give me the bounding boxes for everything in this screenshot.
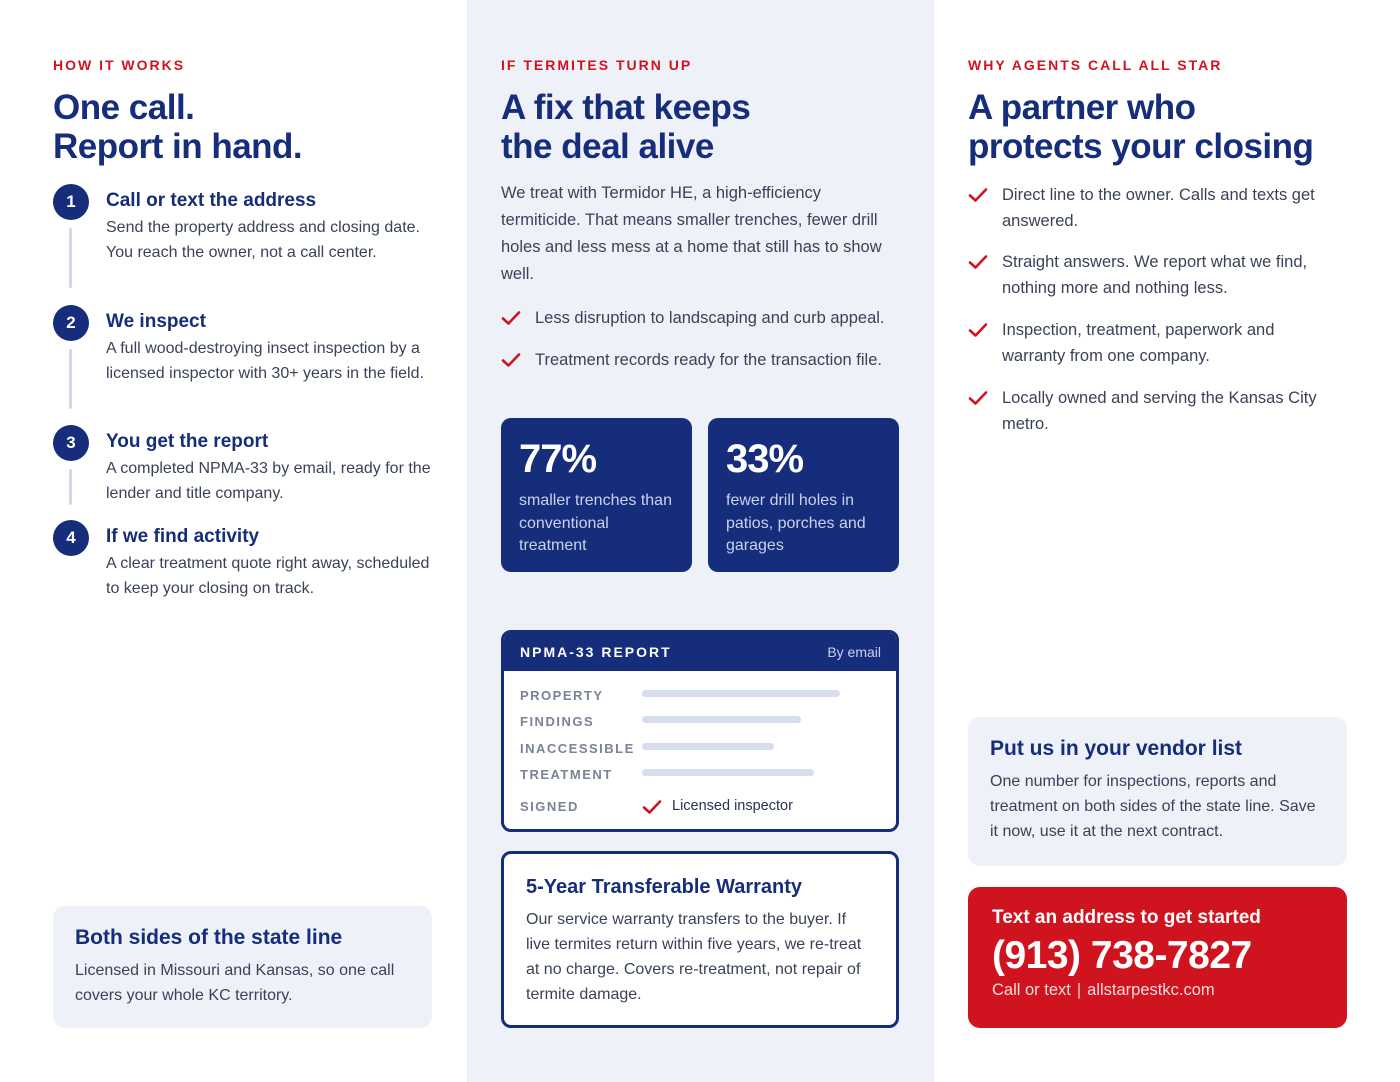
check-icon (968, 322, 988, 338)
check-icon (968, 187, 988, 203)
stat-value: 33% (726, 437, 804, 481)
warranty-desc: Our service warranty transfers to the buyer. If live termites return within five years, we re-treat at no charge. Covers re-treatment, not repair of termite damage. (526, 911, 862, 1003)
state-line-box (53, 906, 432, 1028)
report-placeholder-bar (642, 743, 774, 750)
report-row-label: INACCESSIBLE (520, 741, 635, 756)
website-link[interactable]: allstarpestkc.com (1087, 981, 1215, 999)
why-headline (968, 88, 1313, 166)
vendor-list-title: Put us in your vendor list (990, 737, 1243, 760)
check-text: Treatment records ready for the transaction file. (535, 350, 882, 369)
list-item (968, 183, 1348, 234)
why-kicker: WHY AGENTS CALL ALL STAR (968, 57, 1223, 73)
report-placeholder-bar (642, 769, 814, 776)
vendor-list-desc: One number for inspections, reports and treatment on both sides of the state line. Save it now, use it at the next contract. (990, 773, 1316, 840)
list-item (968, 386, 1348, 437)
report-header (504, 633, 896, 671)
report-row-label: TREATMENT (520, 767, 613, 782)
state-line-title: Both sides of the state line (75, 926, 343, 949)
report-title: NPMA-33 REPORT (520, 644, 672, 660)
how-kicker: HOW IT WORKS (53, 57, 186, 73)
report-row-label: PROPERTY (520, 688, 604, 703)
step-connector (69, 228, 72, 288)
report-signed-value (642, 798, 793, 814)
report-row-label: FINDINGS (520, 714, 595, 729)
step-connector (69, 469, 72, 505)
step-number-badge: 3 (53, 425, 89, 461)
step-desc: A completed NPMA-33 by email, ready for the lender and title company. (106, 460, 431, 502)
stat-value: 77% (519, 437, 597, 481)
step-connector (69, 349, 72, 409)
report-placeholder-bar (642, 716, 801, 723)
step-number-badge: 2 (53, 305, 89, 341)
signed-text: Licensed inspector (672, 798, 793, 814)
check-text: Less disruption to landscaping and curb appeal. (535, 309, 885, 327)
stat-desc: fewer drill holes in patios, porches and garages (726, 492, 866, 554)
how-headline (53, 88, 302, 166)
step-title: We inspect (106, 311, 206, 332)
fix-headline (501, 88, 750, 166)
why-headline-line-1: A partner who (968, 88, 1196, 127)
check-text: Direct line to the owner. Calls and texts get answered. (1002, 186, 1315, 230)
step-desc: A clear treatment quote right away, scheduled to keep your closing on track. (106, 555, 430, 597)
step-title: You get the report (106, 431, 269, 452)
fix-kicker: IF TERMITES TURN UP (501, 57, 693, 73)
report-placeholder-bar (642, 690, 840, 697)
step-1 (53, 184, 443, 305)
fix-paragraph: We treat with Termidor HE, a high-efficiency termiticide. That means smaller trenches, fewer drill holes and less mess at a home that still has to show well. (501, 184, 882, 283)
list-item (968, 250, 1348, 301)
list-item (501, 306, 911, 332)
list-item (968, 318, 1348, 369)
how-it-works-column (0, 0, 467, 1082)
step-number-badge: 1 (53, 184, 89, 220)
step-3 (53, 425, 443, 520)
check-text: Locally owned and serving the Kansas City metro. (1002, 389, 1317, 433)
step-2 (53, 305, 443, 425)
state-line-desc: Licensed in Missouri and Kansas, so one call covers your whole KC territory. (75, 962, 395, 1004)
stat-desc: smaller trenches than conventional treatment (519, 492, 672, 554)
step-desc: A full wood-destroying insect inspection by a licensed inspector with 30+ years in the field. (106, 340, 424, 382)
check-icon (501, 352, 521, 368)
check-icon (968, 254, 988, 270)
termites-column (467, 0, 934, 1082)
call-or-text-label: Call or text (992, 981, 1071, 999)
step-title: Call or text the address (106, 190, 317, 211)
report-mode: By email (827, 644, 881, 660)
fix-checklist (501, 306, 911, 373)
warranty-title: 5-Year Transferable Warranty (526, 876, 803, 898)
cta-card (968, 887, 1347, 1028)
step-desc: Send the property address and closing date. You reach the owner, not a call center. (106, 219, 420, 261)
how-headline-line-1: One call. (53, 88, 195, 127)
phone-number-link[interactable]: (913) 738-7827 (992, 934, 1252, 977)
check-icon (642, 799, 662, 815)
vendor-list-box (968, 717, 1347, 866)
separator: | (1076, 981, 1082, 999)
stat-card-trenches (501, 418, 692, 572)
check-icon (968, 390, 988, 406)
why-checklist (968, 183, 1348, 437)
stat-card-drill-holes (708, 418, 899, 572)
fix-headline-line-2: the deal alive (501, 127, 714, 166)
why-agents-column (934, 0, 1400, 1082)
fix-headline-line-1: A fix that keeps (501, 88, 751, 127)
check-icon (501, 310, 521, 326)
why-headline-line-2: protects your closing (968, 127, 1314, 166)
step-number-badge: 4 (53, 520, 89, 556)
npma-report-card (501, 630, 899, 832)
report-signed-label: SIGNED (520, 799, 579, 814)
cta-subline (992, 981, 1323, 1000)
step-4 (53, 520, 443, 600)
how-headline-line-2: Report in hand. (53, 127, 303, 166)
warranty-card (501, 851, 899, 1028)
step-title: If we find activity (106, 526, 260, 547)
steps-list (53, 184, 443, 600)
list-item (501, 348, 911, 374)
check-text: Straight answers. We report what we find, nothing more and nothing less. (1002, 253, 1308, 297)
cta-title: Text an address to get started (992, 907, 1261, 928)
check-text: Inspection, treatment, paperwork and warranty from one company. (1002, 321, 1275, 365)
